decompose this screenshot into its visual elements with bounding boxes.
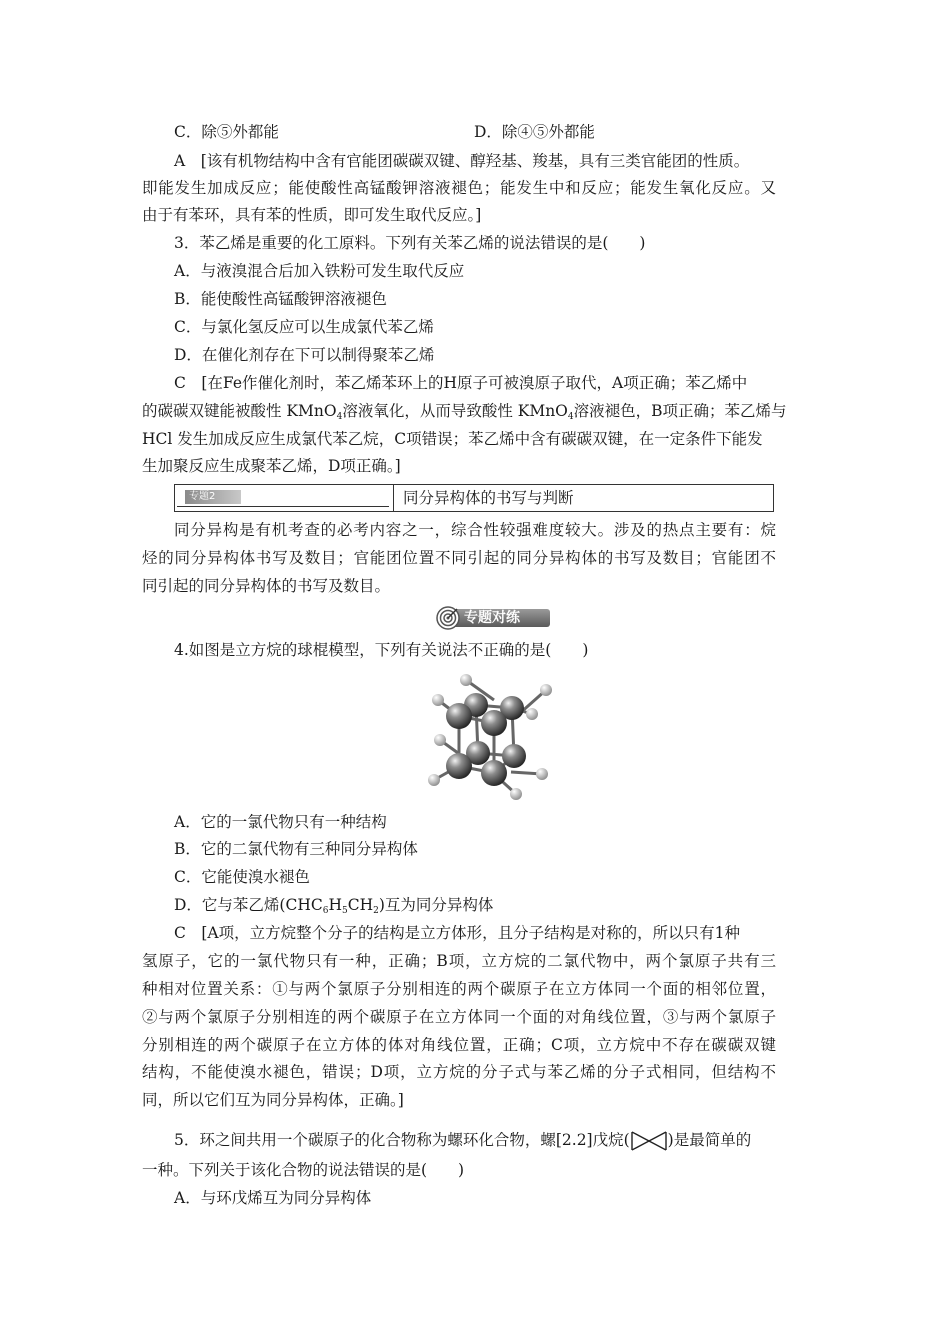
topic-2-header <box>174 484 774 512</box>
q4-option-c: C．它能使溴水褪色 <box>174 868 310 886</box>
q4-answer-line-1: C [A项，立方烷整个分子的结构是立方体形，且分子结构是对称的，所以只有1种 <box>174 924 740 942</box>
q5-option-a: A．与环戊烯互为同分异构体 <box>174 1189 372 1207</box>
q2-option-d: D．除④⑤外都能 <box>474 123 595 141</box>
q2-answer-line-1: A [该有机物结构中含有官能团碳碳双键、醇羟基、羧基，具有三类官能团的性质。 <box>174 152 750 170</box>
q2-answer-line-2: 即能发生加成反应；能使酸性高锰酸钾溶液褪色；能发生中和反应；能发生氧化反应。又 <box>142 179 776 197</box>
q5-stem-line-2: 一种。下列关于该化合物的说法错误的是( ) <box>142 1161 465 1179</box>
cubane-model-image <box>416 668 556 803</box>
topic-divider <box>393 485 394 511</box>
topic-title: 同分异构体的书写与判断 <box>403 489 574 507</box>
q2-option-c: C．除⑤外都能 <box>174 123 279 141</box>
q3-answer-line-4: 生加聚反应生成聚苯乙烯，D项正确。] <box>142 457 401 475</box>
q3-answer-line-2: 的碳碳双键能被酸性 KMnO$_4$溶液氧化，从而导致酸性 KMnO$_4$溶液褪色，B项正确；苯乙烯与 <box>142 402 787 422</box>
q4-answer-line-5: 分别相连的两个碳原子在立方体的体对角线位置，正确；C项，立方烷中不存在碳碳双键 <box>142 1036 776 1054</box>
q3-stem: 3．苯乙烯是重要的化工原料。下列有关苯乙烯的说法错误的是( ) <box>174 234 646 252</box>
q3-answer-line-3: HCl 发生加成反应生成氯代苯乙烷，C项错误；苯乙烯中含有碳碳双键，在一定条件下能发 <box>142 430 763 448</box>
intro-line-1: 同分异构是有机考查的必考内容之一，综合性较强难度较大。涉及的热点主要有：烷 <box>174 521 776 539</box>
q5-stem-line-1: 5．环之间共用一个碳原子的化合物称为螺环化合物，螺[2.2]戊烷( )是最简单的 <box>174 1130 751 1152</box>
q3-option-c: C．与氯化氢反应可以生成氯代苯乙烯 <box>174 318 434 336</box>
q4-option-b: B．它的二氯代物有三种同分异构体 <box>174 840 418 858</box>
q4-option-a: A．它的一氯代物只有一种结构 <box>174 813 387 831</box>
banner-text: 专题对练 <box>464 610 520 626</box>
q4-answer-line-2: 氢原子，它的一氯代物只有一种，正确；B项，立方烷的二氯代物中，两个氯原子共有三 <box>142 952 776 970</box>
intro-line-2: 烃的同分异构体书写及数目；官能团位置不同引起的同分异构体的书写及数目；官能团不 <box>142 549 776 567</box>
intro-line-3: 同引起的同分异构体的书写及数目。 <box>142 577 391 595</box>
q3-option-b: B．能使酸性高锰酸钾溶液褪色 <box>174 290 387 308</box>
q4-answer-line-3: 种相对位置关系：①与两个氯原子分别相连的两个碳原子在立方体同一个面的相邻位置， <box>142 980 776 998</box>
q4-answer-line-7: 同，所以它们互为同分异构体，正确。] <box>142 1091 404 1109</box>
q3-option-a: A．与液溴混合后加入铁粉可发生取代反应 <box>174 262 465 280</box>
q2-answer-line-3: 由于有苯环，具有苯的性质，即可发生取代反应。] <box>142 206 482 224</box>
q4-answer-line-4: ②与两个氯原子分别相连的两个碳原子在立方体同一个面的对角线位置，③与两个氯原子 <box>142 1008 776 1026</box>
topic-tag-label: 专题2 <box>185 490 241 504</box>
practice-banner <box>436 606 552 630</box>
q4-stem: 4.如图是立方烷的球棍模型，下列有关说法不正确的是( ) <box>174 641 589 659</box>
q3-option-d: D．在催化剂存在下可以制得聚苯乙烯 <box>174 346 435 364</box>
q4-answer-line-6: 结构，不能使溴水褪色，错误；D项，立方烷的分子式与苯乙烯的分子式相同，但结构不 <box>142 1063 776 1081</box>
q3-answer-line-1: C [在Fe作催化剂时，苯乙烯苯环上的H原子可被溴原子取代，A项正确；苯乙烯中 <box>174 374 748 392</box>
spiropentane-structure-icon <box>630 1130 668 1152</box>
q4-option-d: D．它与苯乙烯$(CHC_6H_5CH_2)$互为同分异构体 <box>174 896 494 916</box>
topic-tag <box>177 488 389 507</box>
target-icon <box>436 606 460 630</box>
